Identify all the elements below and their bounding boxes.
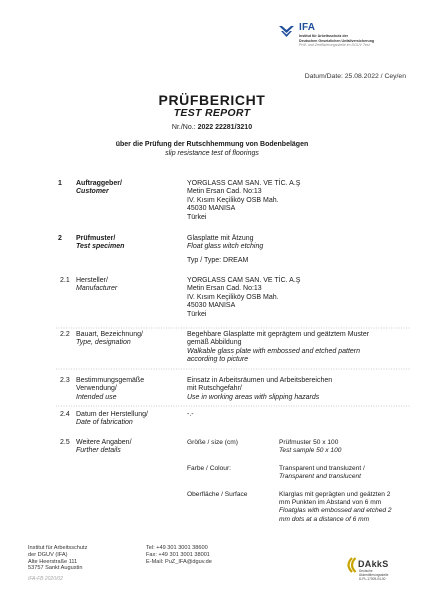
report-subject-en: slip resistance test of floorings [165, 150, 259, 157]
section-2-4-label [76, 411, 186, 428]
section-2-5-number: 2.5 [60, 439, 70, 446]
customer-line: YORGLASS CAM SAN. VE TİC. A.Ş [187, 180, 301, 187]
surface-label: Oberfläche / Surface [187, 491, 248, 498]
customer-line: 45030 MANISA [187, 205, 236, 213]
separator-line [0, 327, 424, 329]
section-2-2-label [76, 331, 186, 348]
intended-use-text [187, 377, 407, 402]
section-2-5-label-de: Weitere Angaben/ [76, 439, 132, 446]
report-title-en: TEST REPORT [173, 107, 251, 119]
section-1-label-de: Auftraggeber/ [76, 180, 122, 187]
footer-fax: Fax: +49 301 3001 38001 [146, 551, 210, 558]
separator-line [0, 405, 424, 407]
section-2-1-number: 2.1 [60, 277, 70, 284]
section-2-label-de: Prüfmuster/ [76, 235, 116, 242]
ifa-eagle-icon [278, 24, 295, 38]
footer-address-line: Institut für Arbeitsschutz [28, 545, 88, 551]
section-2-label [76, 235, 186, 252]
footer-address-line: 53757 Sankt Augustin [28, 565, 83, 572]
section-2-4-label-de: Datum der Herstellung/ [76, 411, 148, 418]
dakks-bracket-icon [343, 557, 357, 573]
colour-en: Transparent and translucent [279, 473, 361, 481]
section-2-1-label [76, 277, 186, 294]
colour-de: Transparent und transluzent / [279, 465, 365, 472]
surface-value [279, 491, 411, 524]
report-subject-de: über die Prüfung der Rutschhemmung von Bodenbelägen [115, 141, 309, 148]
section-2-3-label-de: Bestimmungsgemäße [76, 377, 145, 384]
section-1-number: 1 [58, 180, 62, 187]
footer-address [28, 545, 87, 572]
section-2-3-label-de2: Verwendung/ [76, 385, 117, 393]
section-1-label [76, 180, 186, 197]
separator-line [0, 368, 424, 370]
section-2-2-label-en: Type, designation [76, 339, 131, 347]
designation-de: gemäß Abbildung [187, 339, 242, 347]
dakks-line: D-PL-17009-04-00 [359, 576, 386, 581]
size-en: Test sample 50 x 100 [279, 447, 342, 455]
intended-use-de: mit Rutschgefahr/ [187, 385, 242, 393]
surface-de: Klarglas mit geprägten und geätzten 2 [279, 491, 391, 498]
section-2-3-label-en: Intended use [76, 393, 117, 401]
section-2-1-label-de: Hersteller/ [76, 277, 108, 284]
manufacturer-line: IV. Kısım Keçiliköy OSB Mah. [187, 293, 279, 301]
logo-name: IFA [299, 22, 316, 33]
size-value [279, 439, 411, 455]
colour-value [279, 465, 411, 481]
surface-de: mm Punkten im Abstand von 6 mm [279, 499, 382, 507]
logo-subtitle-1: Institut für Arbeitsschutz der [299, 34, 348, 38]
section-2-4-number: 2.4 [60, 411, 70, 418]
manufacturer-address [187, 277, 407, 319]
designation-de: Begehbare Glasplatte mit geprägtem und geätztem Muster [187, 331, 370, 338]
footer-address-line: Alte Heerstraße 111 [28, 558, 78, 565]
footer-phone: Tel: +49 301 3001 38600 [146, 545, 208, 551]
size-label: Größe / size (cm) [187, 439, 238, 446]
report-date: Datum/Date: 25.08.2022 / Cey/en [304, 73, 406, 80]
colour-label: Farbe / Colour: [187, 465, 231, 472]
specimen-en: Float glass witch etching [187, 243, 264, 251]
report-title-de: PRÜFBERICHT [158, 92, 266, 108]
size-de: Prüfmuster 50 x 100 [279, 439, 339, 446]
footer-contact [146, 545, 212, 565]
fabrication-date: -.- [187, 411, 194, 418]
report-number-label: Nr./No.: [171, 124, 196, 131]
dakks-name: DAkkS [358, 559, 389, 569]
section-2-label-en: Test specimen [76, 243, 125, 251]
section-2-2-number: 2.2 [60, 331, 70, 338]
manufacturer-line: 45030 MANISA [187, 302, 236, 310]
specimen-description [187, 235, 407, 265]
section-2-4-label-en: Date of fabrication [76, 419, 133, 427]
logo-subtitle-2: Deutschen Gesetzlichen Unfallversicherung [299, 38, 375, 43]
manufacturer-line: YORGLASS CAM SAN. VE TİC. A.Ş [187, 277, 301, 284]
designation-en: according to picture [187, 356, 249, 364]
section-2-5-label [76, 439, 186, 456]
report-number-value: 2022 22281/3210 [197, 124, 253, 131]
manufacturer-line: Türkei [187, 310, 207, 318]
surface-en: Floatglas with embossed and etched 2 [279, 507, 392, 515]
designation-text [187, 331, 407, 365]
section-2-5-label-en: Further details [76, 447, 121, 455]
section-2-3-number: 2.3 [60, 377, 70, 384]
dakks-line: Deutsche [359, 569, 373, 573]
customer-line: Metin Ersan Cad. No:13 [187, 188, 262, 196]
section-2-number: 2 [58, 235, 62, 242]
form-stamp: IFA-FB 2020/02 [28, 576, 63, 582]
report-number [0, 124, 424, 131]
designation-en: Walkable glass plate with embossed and etched pattern [187, 347, 361, 355]
logo-subtitle-3: Prüf- und Zertifizierungsstelle im DGUV Test [299, 43, 370, 47]
customer-line: Türkei [187, 213, 207, 221]
section-1-label-en: Customer [76, 188, 109, 196]
footer-email[interactable]: E-Mail: PuZ_IFA@dguv.de [146, 558, 212, 565]
intended-use-en: Use in working areas with slipping hazards [187, 393, 320, 401]
footer-address-line: der DGUV (IFA) [28, 551, 68, 558]
specimen-type: Typ / Type: DREAM [187, 256, 249, 264]
dakks-line: Akkreditierungsstelle [359, 572, 389, 577]
manufacturer-line: Metin Ersan Cad. No:13 [187, 285, 262, 293]
section-2-1-label-en: Manufacturer [76, 285, 118, 293]
section-2-2-label-de: Bauart, Bezeichnung/ [76, 331, 143, 338]
section-2-3-label [76, 377, 186, 402]
customer-line: IV. Kısım Keçiliköy OSB Mah. [187, 196, 279, 204]
specimen-de: Glasplatte mit Ätzung [187, 235, 254, 242]
surface-en: mm dots at a distance of 6 mm [279, 515, 370, 523]
intended-use-de: Einsatz in Arbeitsräumen und Arbeitsbereichen [187, 377, 333, 384]
customer-address [187, 180, 407, 222]
dakks-logo [343, 557, 413, 583]
